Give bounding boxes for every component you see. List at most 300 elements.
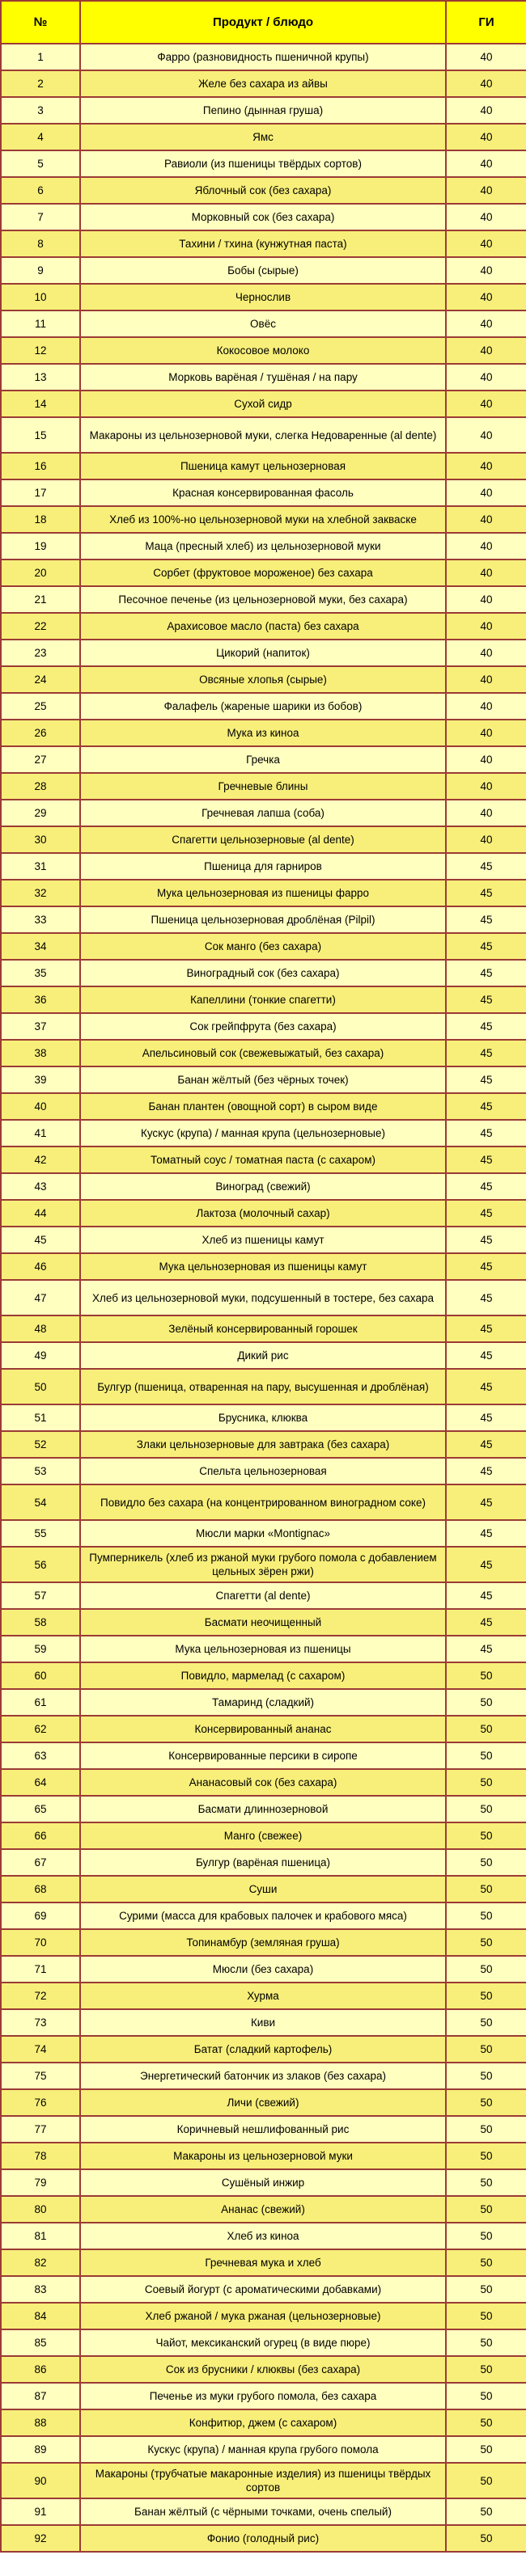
row-number: 32 [1, 880, 80, 906]
row-number: 55 [1, 1520, 80, 1547]
table-row [1, 2116, 526, 2143]
row-number: 40 [1, 1093, 80, 1120]
row-product: Коричневый нешлифованный рис [80, 2116, 446, 2143]
row-product: Гречневые блины [80, 773, 446, 800]
row-product: Банан жёлтый (с чёрными точками, очень спелый) [80, 2498, 446, 2525]
row-number: 84 [1, 2303, 80, 2329]
row-product: Хлеб из 100%-но цельнозерновой муки на хлебной закваске [80, 506, 446, 533]
row-product: Гречневая мука и хлеб [80, 2249, 446, 2276]
table-row [1, 2009, 526, 2036]
table-row [1, 1280, 526, 1315]
row-number: 83 [1, 2276, 80, 2303]
table-row [1, 1822, 526, 1849]
table-row [1, 1013, 526, 1040]
row-number: 63 [1, 1742, 80, 1769]
row-product: Яблочный сок (без сахара) [80, 177, 446, 204]
row-gi: 50 [446, 2356, 526, 2383]
row-number: 13 [1, 364, 80, 391]
row-number: 78 [1, 2143, 80, 2169]
row-product: Фонио (голодный рис) [80, 2525, 446, 2552]
table-row [1, 1120, 526, 1147]
row-gi: 45 [446, 1547, 526, 1582]
table-body [1, 44, 526, 2552]
table-row [1, 986, 526, 1013]
row-gi: 40 [446, 337, 526, 364]
row-gi: 40 [446, 720, 526, 746]
table-row [1, 1369, 526, 1404]
row-gi: 50 [446, 2143, 526, 2169]
row-gi: 50 [446, 1822, 526, 1849]
table-row [1, 720, 526, 746]
row-number: 85 [1, 2329, 80, 2356]
row-gi: 40 [446, 150, 526, 177]
row-product: Равиоли (из пшеницы твёрдых сортов) [80, 150, 446, 177]
table-row [1, 1484, 526, 1520]
row-gi: 45 [446, 1147, 526, 1173]
row-number: 28 [1, 773, 80, 800]
row-gi: 40 [446, 640, 526, 666]
table-row [1, 1609, 526, 1636]
row-gi: 45 [446, 1484, 526, 1520]
row-number: 29 [1, 800, 80, 826]
table-row [1, 1147, 526, 1173]
table-row [1, 2409, 526, 2436]
table-row [1, 2436, 526, 2463]
row-product: Печенье из муки грубого помола, без сахара [80, 2383, 446, 2409]
row-gi: 50 [446, 2009, 526, 2036]
row-product: Басмати длиннозерновой [80, 1796, 446, 1822]
table-row [1, 1253, 526, 1280]
table-row [1, 310, 526, 337]
row-number: 27 [1, 746, 80, 773]
row-product: Личи (свежий) [80, 2089, 446, 2116]
table-row [1, 1636, 526, 1662]
row-gi: 40 [446, 746, 526, 773]
row-gi: 50 [446, 1662, 526, 1689]
table-row [1, 613, 526, 640]
row-gi: 50 [446, 2436, 526, 2463]
row-product: Чернослив [80, 284, 446, 310]
row-product: Соевый йогурт (с ароматическими добавками) [80, 2276, 446, 2303]
row-gi: 40 [446, 773, 526, 800]
row-gi: 45 [446, 1280, 526, 1315]
table-row [1, 2329, 526, 2356]
table-row [1, 1458, 526, 1484]
row-gi: 45 [446, 1066, 526, 1093]
row-product: Зелёный консервированный горошек [80, 1315, 446, 1342]
row-product: Хлеб из киноа [80, 2223, 446, 2249]
row-number: 42 [1, 1147, 80, 1173]
row-gi: 40 [446, 364, 526, 391]
row-gi: 45 [446, 1520, 526, 1547]
table-row [1, 1689, 526, 1716]
row-number: 14 [1, 391, 80, 417]
row-gi: 50 [446, 2409, 526, 2436]
row-gi: 40 [446, 693, 526, 720]
table-row [1, 800, 526, 826]
row-product: Виноград (свежий) [80, 1173, 446, 1200]
row-number: 8 [1, 230, 80, 257]
row-number: 22 [1, 613, 80, 640]
row-number: 73 [1, 2009, 80, 2036]
row-product: Цикорий (напиток) [80, 640, 446, 666]
row-number: 5 [1, 150, 80, 177]
row-number: 80 [1, 2196, 80, 2223]
row-gi: 45 [446, 1369, 526, 1404]
table-row [1, 230, 526, 257]
table-row [1, 1769, 526, 1796]
row-number: 69 [1, 1902, 80, 1929]
row-number: 75 [1, 2063, 80, 2089]
table-row [1, 204, 526, 230]
table-row [1, 1716, 526, 1742]
row-product: Капеллини (тонкие спагетти) [80, 986, 446, 1013]
table-row [1, 479, 526, 506]
row-product: Пшеница камут цельнозерновая [80, 453, 446, 479]
table-row [1, 2223, 526, 2249]
row-number: 3 [1, 97, 80, 124]
row-gi: 45 [446, 906, 526, 933]
row-product: Чайот, мексиканский огурец (в виде пюре) [80, 2329, 446, 2356]
table-row [1, 2383, 526, 2409]
row-number: 68 [1, 1876, 80, 1902]
row-number: 82 [1, 2249, 80, 2276]
row-number: 18 [1, 506, 80, 533]
row-gi: 50 [446, 1849, 526, 1876]
table-row [1, 1742, 526, 1769]
row-gi: 50 [446, 2169, 526, 2196]
row-number: 54 [1, 1484, 80, 1520]
row-number: 12 [1, 337, 80, 364]
table-row [1, 586, 526, 613]
row-number: 81 [1, 2223, 80, 2249]
table-row [1, 1662, 526, 1689]
row-gi: 40 [446, 124, 526, 150]
row-product: Тахини / тхина (кунжутная паста) [80, 230, 446, 257]
row-gi: 40 [446, 417, 526, 453]
row-gi: 50 [446, 1742, 526, 1769]
row-number: 62 [1, 1716, 80, 1742]
row-product: Батат (сладкий картофель) [80, 2036, 446, 2063]
table-row [1, 666, 526, 693]
table-row [1, 1902, 526, 1929]
row-product: Гречневая лапша (соба) [80, 800, 446, 826]
table-row [1, 773, 526, 800]
row-gi: 45 [446, 1013, 526, 1040]
table-row [1, 933, 526, 960]
row-number: 61 [1, 1689, 80, 1716]
row-product: Пшеница для гарниров [80, 853, 446, 880]
row-gi: 40 [446, 613, 526, 640]
row-product: Дикий рис [80, 1342, 446, 1369]
table-row [1, 1796, 526, 1822]
row-number: 10 [1, 284, 80, 310]
row-product: Мюсли (без сахара) [80, 1956, 446, 1983]
row-gi: 40 [446, 800, 526, 826]
row-number: 74 [1, 2036, 80, 2063]
row-gi: 50 [446, 1689, 526, 1716]
row-number: 72 [1, 1983, 80, 2009]
row-number: 23 [1, 640, 80, 666]
row-product: Злаки цельнозерновые для завтрака (без сахара) [80, 1431, 446, 1458]
table-row [1, 2036, 526, 2063]
row-number: 50 [1, 1369, 80, 1404]
table-row [1, 1200, 526, 1227]
table-row [1, 560, 526, 586]
row-gi: 40 [446, 97, 526, 124]
row-product: Виноградный сок (без сахара) [80, 960, 446, 986]
row-number: 49 [1, 1342, 80, 1369]
table-row [1, 880, 526, 906]
row-gi: 50 [446, 1956, 526, 1983]
table-header [1, 1, 526, 44]
row-number: 24 [1, 666, 80, 693]
row-product: Суши [80, 1876, 446, 1902]
row-number: 79 [1, 2169, 80, 2196]
row-product: Апельсиновый сок (свежевыжатый, без сахара) [80, 1040, 446, 1066]
row-product: Морковь варёная / тушёная / на пару [80, 364, 446, 391]
row-product: Кускус (крупа) / манная крупа грубого помола [80, 2436, 446, 2463]
row-product: Макароны из цельнозерновой муки [80, 2143, 446, 2169]
row-product: Хлеб из пшеницы камут [80, 1227, 446, 1253]
row-number: 66 [1, 1822, 80, 1849]
table-row [1, 2249, 526, 2276]
table-row [1, 1227, 526, 1253]
row-product: Сурими (масса для крабовых палочек и крабового мяса) [80, 1902, 446, 1929]
table-row [1, 1547, 526, 1582]
table-row [1, 1315, 526, 1342]
row-gi: 40 [446, 44, 526, 70]
row-product: Фарро (разновидность пшеничной крупы) [80, 44, 446, 70]
table-row [1, 1849, 526, 1876]
row-product: Мюсли марки «Montignac» [80, 1520, 446, 1547]
row-gi: 50 [446, 2036, 526, 2063]
row-gi: 50 [446, 2089, 526, 2116]
row-product: Конфитюр, джем (с сахаром) [80, 2409, 446, 2436]
row-gi: 40 [446, 826, 526, 853]
table-row [1, 150, 526, 177]
row-product: Морковный сок (без сахара) [80, 204, 446, 230]
table-row [1, 2063, 526, 2089]
row-product: Фалафель (жареные шарики из бобов) [80, 693, 446, 720]
row-product: Ананас (свежий) [80, 2196, 446, 2223]
row-number: 38 [1, 1040, 80, 1066]
table-row [1, 2196, 526, 2223]
row-gi: 50 [446, 1983, 526, 2009]
row-product: Сушёный инжир [80, 2169, 446, 2196]
row-product: Повидло без сахара (на концентрированном виноградном соке) [80, 1484, 446, 1520]
table-row [1, 506, 526, 533]
row-gi: 50 [446, 1796, 526, 1822]
header-num: № [1, 1, 80, 44]
table-row [1, 1431, 526, 1458]
row-gi: 45 [446, 1582, 526, 1609]
row-product: Ананасовый сок (без сахара) [80, 1769, 446, 1796]
table-row [1, 1173, 526, 1200]
header-product: Продукт / блюдо [80, 1, 446, 44]
table-row [1, 640, 526, 666]
table-row [1, 364, 526, 391]
row-number: 51 [1, 1404, 80, 1431]
row-gi: 45 [446, 1404, 526, 1431]
row-product: Сухой сидр [80, 391, 446, 417]
row-product: Томатный соус / томатная паста (с сахаром) [80, 1147, 446, 1173]
table-row [1, 1520, 526, 1547]
row-number: 16 [1, 453, 80, 479]
row-product: Маца (пресный хлеб) из цельнозерновой муки [80, 533, 446, 560]
row-gi: 40 [446, 506, 526, 533]
row-gi: 50 [446, 2525, 526, 2552]
row-number: 89 [1, 2436, 80, 2463]
row-gi: 45 [446, 1227, 526, 1253]
row-gi: 50 [446, 2498, 526, 2525]
table-row [1, 2303, 526, 2329]
row-product: Спагетти цельнозерновые (al dente) [80, 826, 446, 853]
row-number: 43 [1, 1173, 80, 1200]
row-product: Лактоза (молочный сахар) [80, 1200, 446, 1227]
row-product: Мука цельнозерновая из пшеницы [80, 1636, 446, 1662]
row-number: 7 [1, 204, 80, 230]
row-number: 36 [1, 986, 80, 1013]
table-row [1, 960, 526, 986]
row-gi: 45 [446, 1636, 526, 1662]
table-row [1, 1093, 526, 1120]
row-product: Макароны из цельнозерновой муки, слегка Недоваренные (al dente) [80, 417, 446, 453]
row-product: Топинамбур (земляная груша) [80, 1929, 446, 1956]
row-gi: 45 [446, 1173, 526, 1200]
row-gi: 50 [446, 1716, 526, 1742]
row-product: Гречка [80, 746, 446, 773]
row-gi: 45 [446, 1200, 526, 1227]
row-product: Повидло, мармелад (с сахаром) [80, 1662, 446, 1689]
row-number: 52 [1, 1431, 80, 1458]
row-product: Мука цельнозерновая из пшеницы фарро [80, 880, 446, 906]
row-number: 59 [1, 1636, 80, 1662]
table-row [1, 417, 526, 453]
row-gi: 45 [446, 960, 526, 986]
table-row [1, 391, 526, 417]
row-product: Пшеница цельнозерновая дроблёная (Pilpil) [80, 906, 446, 933]
table-row [1, 2169, 526, 2196]
row-gi: 45 [446, 1342, 526, 1369]
table-row [1, 1582, 526, 1609]
row-product: Хлеб из цельнозерновой муки, подсушенный в тостере, без сахара [80, 1280, 446, 1315]
row-product: Басмати неочищенный [80, 1609, 446, 1636]
row-product: Сок из брусники / клюквы (без сахара) [80, 2356, 446, 2383]
row-number: 76 [1, 2089, 80, 2116]
row-gi: 40 [446, 453, 526, 479]
row-gi: 50 [446, 1769, 526, 1796]
table-row [1, 1929, 526, 1956]
row-product: Желе без сахара из айвы [80, 70, 446, 97]
row-gi: 40 [446, 230, 526, 257]
table-row [1, 533, 526, 560]
row-gi: 45 [446, 986, 526, 1013]
row-gi: 40 [446, 533, 526, 560]
table-row [1, 906, 526, 933]
row-gi: 50 [446, 2463, 526, 2498]
table-row [1, 44, 526, 70]
row-number: 70 [1, 1929, 80, 1956]
table-row [1, 453, 526, 479]
table-row [1, 2089, 526, 2116]
row-number: 88 [1, 2409, 80, 2436]
row-number: 26 [1, 720, 80, 746]
row-product: Овсяные хлопья (сырые) [80, 666, 446, 693]
row-product: Мука из киноа [80, 720, 446, 746]
row-number: 25 [1, 693, 80, 720]
row-gi: 45 [446, 1040, 526, 1066]
row-gi: 50 [446, 1929, 526, 1956]
table-row [1, 2498, 526, 2525]
row-product: Энергетический батончик из злаков (без сахара) [80, 2063, 446, 2089]
row-number: 33 [1, 906, 80, 933]
row-product: Булгур (варёная пшеница) [80, 1849, 446, 1876]
row-gi: 40 [446, 177, 526, 204]
row-gi: 45 [446, 1093, 526, 1120]
row-product: Кокосовое молоко [80, 337, 446, 364]
row-number: 57 [1, 1582, 80, 1609]
row-gi: 45 [446, 1315, 526, 1342]
table-row [1, 337, 526, 364]
row-gi: 45 [446, 880, 526, 906]
row-gi: 40 [446, 257, 526, 284]
row-product: Красная консервированная фасоль [80, 479, 446, 506]
row-number: 56 [1, 1547, 80, 1582]
row-product: Брусника, клюква [80, 1404, 446, 1431]
header-row [1, 1, 526, 44]
row-product: Кускус (крупа) / манная крупа (цельнозерновые) [80, 1120, 446, 1147]
row-number: 65 [1, 1796, 80, 1822]
row-gi: 40 [446, 479, 526, 506]
row-number: 87 [1, 2383, 80, 2409]
table-row [1, 1956, 526, 1983]
row-product: Арахисовое масло (паста) без сахара [80, 613, 446, 640]
row-gi: 45 [446, 933, 526, 960]
row-gi: 45 [446, 1431, 526, 1458]
row-product: Сок манго (без сахара) [80, 933, 446, 960]
row-number: 30 [1, 826, 80, 853]
row-gi: 50 [446, 2196, 526, 2223]
row-number: 64 [1, 1769, 80, 1796]
row-number: 9 [1, 257, 80, 284]
row-product: Бобы (сырые) [80, 257, 446, 284]
row-number: 1 [1, 44, 80, 70]
row-product: Банан жёлтый (без чёрных точек) [80, 1066, 446, 1093]
table-row [1, 70, 526, 97]
row-gi: 45 [446, 1609, 526, 1636]
row-gi: 50 [446, 1902, 526, 1929]
row-gi: 50 [446, 2063, 526, 2089]
table-row [1, 2276, 526, 2303]
table-row [1, 2463, 526, 2498]
row-number: 86 [1, 2356, 80, 2383]
table-row [1, 1066, 526, 1093]
row-number: 19 [1, 533, 80, 560]
table-row [1, 284, 526, 310]
row-product: Ямс [80, 124, 446, 150]
row-gi: 40 [446, 310, 526, 337]
row-gi: 40 [446, 204, 526, 230]
row-product: Консервированные персики в сиропе [80, 1742, 446, 1769]
row-product: Песочное печенье (из цельнозерновой муки, без сахара) [80, 586, 446, 613]
row-product: Спельта цельнозерновая [80, 1458, 446, 1484]
row-number: 37 [1, 1013, 80, 1040]
row-product: Пумперникель (хлеб из ржаной муки грубого помола с добавлением цельных зёрен ржи) [80, 1547, 446, 1582]
row-product: Хурма [80, 1983, 446, 2009]
row-product: Манго (свежее) [80, 1822, 446, 1849]
row-gi: 50 [446, 2276, 526, 2303]
